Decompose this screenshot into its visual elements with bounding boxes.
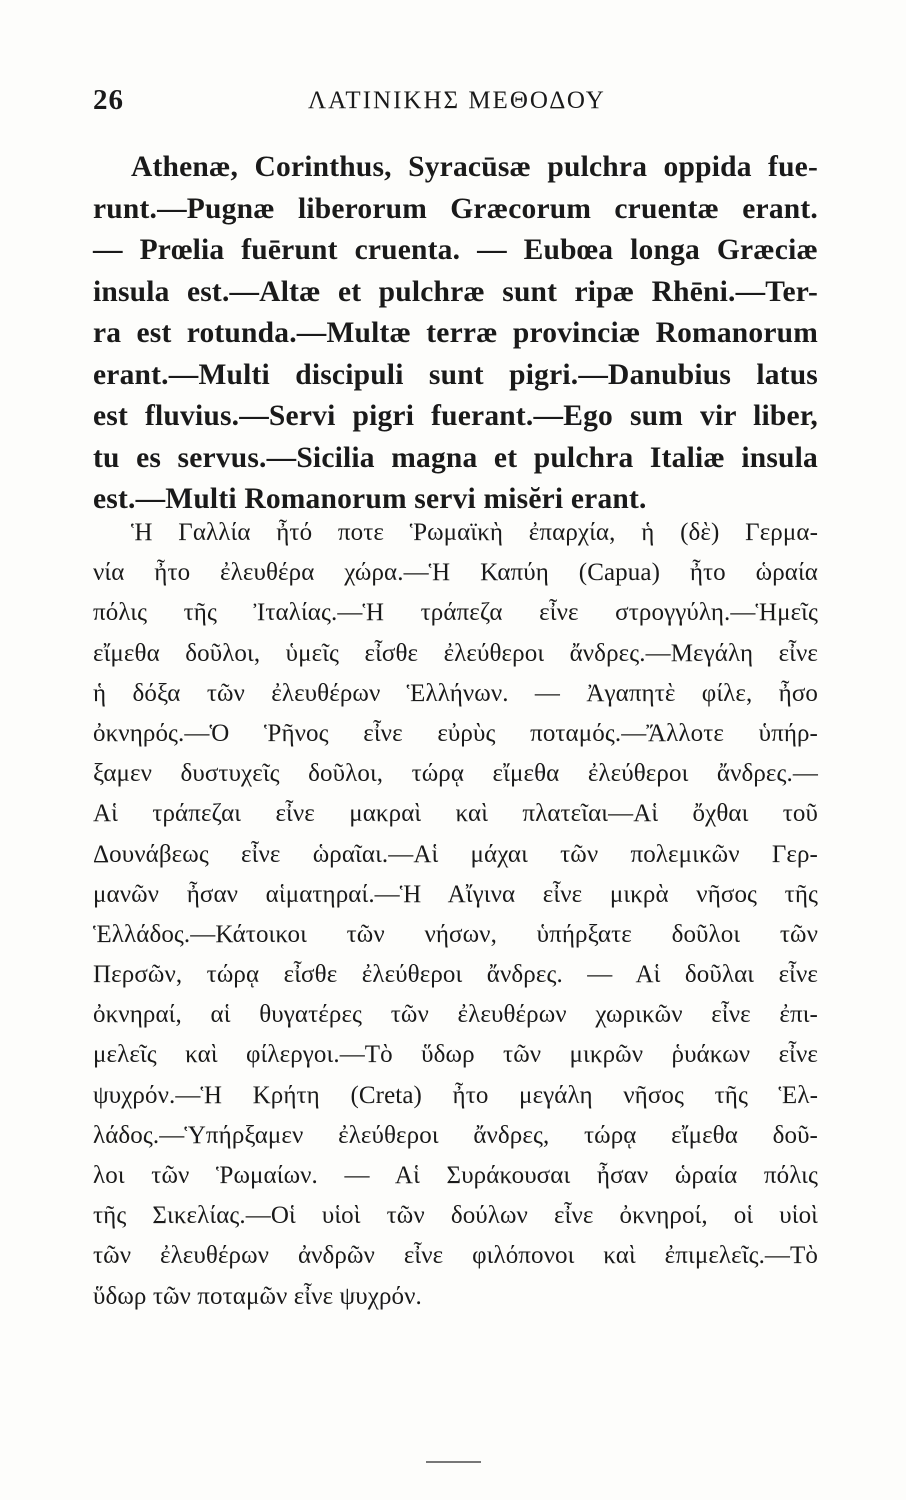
page-header [93, 84, 823, 124]
greek-line: ὀκνηρός.—Ὁ Ῥῆνος εἶνε εὐρὺς ποταμός.—Ἄλλοτε ὑπήρ- [93, 719, 818, 747]
greek-exercise-paragraph [93, 513, 818, 1317]
greek-line: πόλις τῆς Ἰταλίας.—Ἡ τράπεζα εἶνε στρογγύλη.—Ἡμεῖς [93, 599, 818, 627]
running-title: ΛΑΤΙΝΙΚΗΣ ΜΕΘΟΔΟΥ [308, 87, 606, 114]
greek-line: Αἱ τράπεζαι εἶνε μακραὶ καὶ πλατεῖαι—Αἱ ὄχθαι τοῦ [93, 800, 818, 828]
greek-line: νία ἦτο ἐλευθέρα χώρα.—Ἡ Καπύη (Capua) ἦτο ὡραία [93, 559, 818, 587]
greek-line: ψυχρόν.—Ἡ Κρήτη (Creta) ἦτο μεγάλη νῆσος τῆς Ἑλ- [93, 1081, 818, 1109]
greek-line: τῶν ἐλευθέρων ἀνδρῶν εἶνε φιλόπονοι καὶ ἐπιμελεῖς.—Τὸ [93, 1242, 818, 1270]
greek-line: ὀκνηραί, αἱ θυγατέρες τῶν ἐλευθέρων χωρικῶν εἶνε ἐπι- [93, 1001, 818, 1029]
greek-line: εἴμεθα δοῦλοι, ὑμεῖς εἶσθε ἐλεύθεροι ἄνδρες.—Μεγάλη εἶνε [93, 639, 818, 667]
page-number: 26 [93, 84, 124, 116]
latin-line: — Prœlia fuērunt cruenta. — Eubœa longa Græciæ [93, 234, 818, 266]
greek-line: λοι τῶν Ῥωμαίων. — Αἱ Συράκουσαι ἦσαν ὡραία πόλις [93, 1162, 818, 1189]
latin-line: ra est rotunda.—Multæ terræ provinciæ Romanorum [93, 317, 818, 349]
latin-line: erant.—Multi discipuli sunt pigri.—Danubius latus [93, 358, 818, 391]
latin-line: est.—Multi Romanorum servi misĕri erant. [93, 483, 647, 515]
latin-line: tu es servus.—Sicilia magna et pulchra Italiæ insula [93, 441, 818, 474]
section-divider [426, 1461, 481, 1463]
greek-line: ὕδωρ τῶν ποταμῶν εἶνε ψυχρόν. [93, 1282, 422, 1310]
greek-line: ξαμεν δυστυχεῖς δοῦλοι, τώρᾳ εἴμεθα ἐλεύθεροι ἄνδρες.— [93, 760, 818, 788]
latin-line: Athenæ, Corinthus, Syracūsæ pulchra oppida fue- [131, 151, 818, 183]
greek-line: Δουνάβεως εἶνε ὡραῖαι.—Αἱ μάχαι τῶν πολεμικῶν Γερ- [93, 840, 818, 868]
greek-line: τῆς Σικελίας.—Οἱ υἱοὶ τῶν δούλων εἶνε ὀκνηροί, οἱ υἱοὶ [93, 1202, 818, 1230]
greek-line: μανῶν ἦσαν αἱματηραί.—Ἡ Αἴγινα εἶνε μικρὰ νῆσος τῆς [93, 880, 818, 908]
greek-line: Ἑλλάδος.—Κάτοικοι τῶν νήσων, ὑπήρξατε δοῦλοι τῶν [93, 920, 818, 948]
latin-line: insula est.—Altæ et pulchræ sunt ripæ Rhēni.—Ter- [93, 275, 818, 308]
greek-line: μελεῖς καὶ φίλεργοι.—Τὸ ὕδωρ τῶν μικρῶν ῥυάκων εἶνε [93, 1041, 818, 1069]
latin-line: runt.—Pugnæ liberorum Græcorum cruentæ erant. [93, 192, 818, 225]
greek-line: Ἡ Γαλλία ἦτό ποτε Ῥωμαϊκὴ ἐπαρχία, ἡ (δὲ) Γερμα- [131, 519, 818, 546]
greek-line: Περσῶν, τώρᾳ εἶσθε ἐλεύθεροι ἄνδρες. — Αἱ δοῦλαι εἶνε [93, 961, 818, 989]
latin-exercise-paragraph [93, 147, 818, 521]
latin-line: est fluvius.—Servi pigri fuerant.—Ego sum vir liber, [93, 400, 818, 432]
greek-line: λάδος.—Ὑπήρξαμεν ἐλεύθεροι ἄνδρες, τώρᾳ εἴμεθα δοῦ- [93, 1121, 818, 1149]
greek-line: ἡ δόξα τῶν ἐλευθέρων Ἑλλήνων. — Ἀγαπητὲ φίλε, ἦσο [93, 679, 818, 707]
